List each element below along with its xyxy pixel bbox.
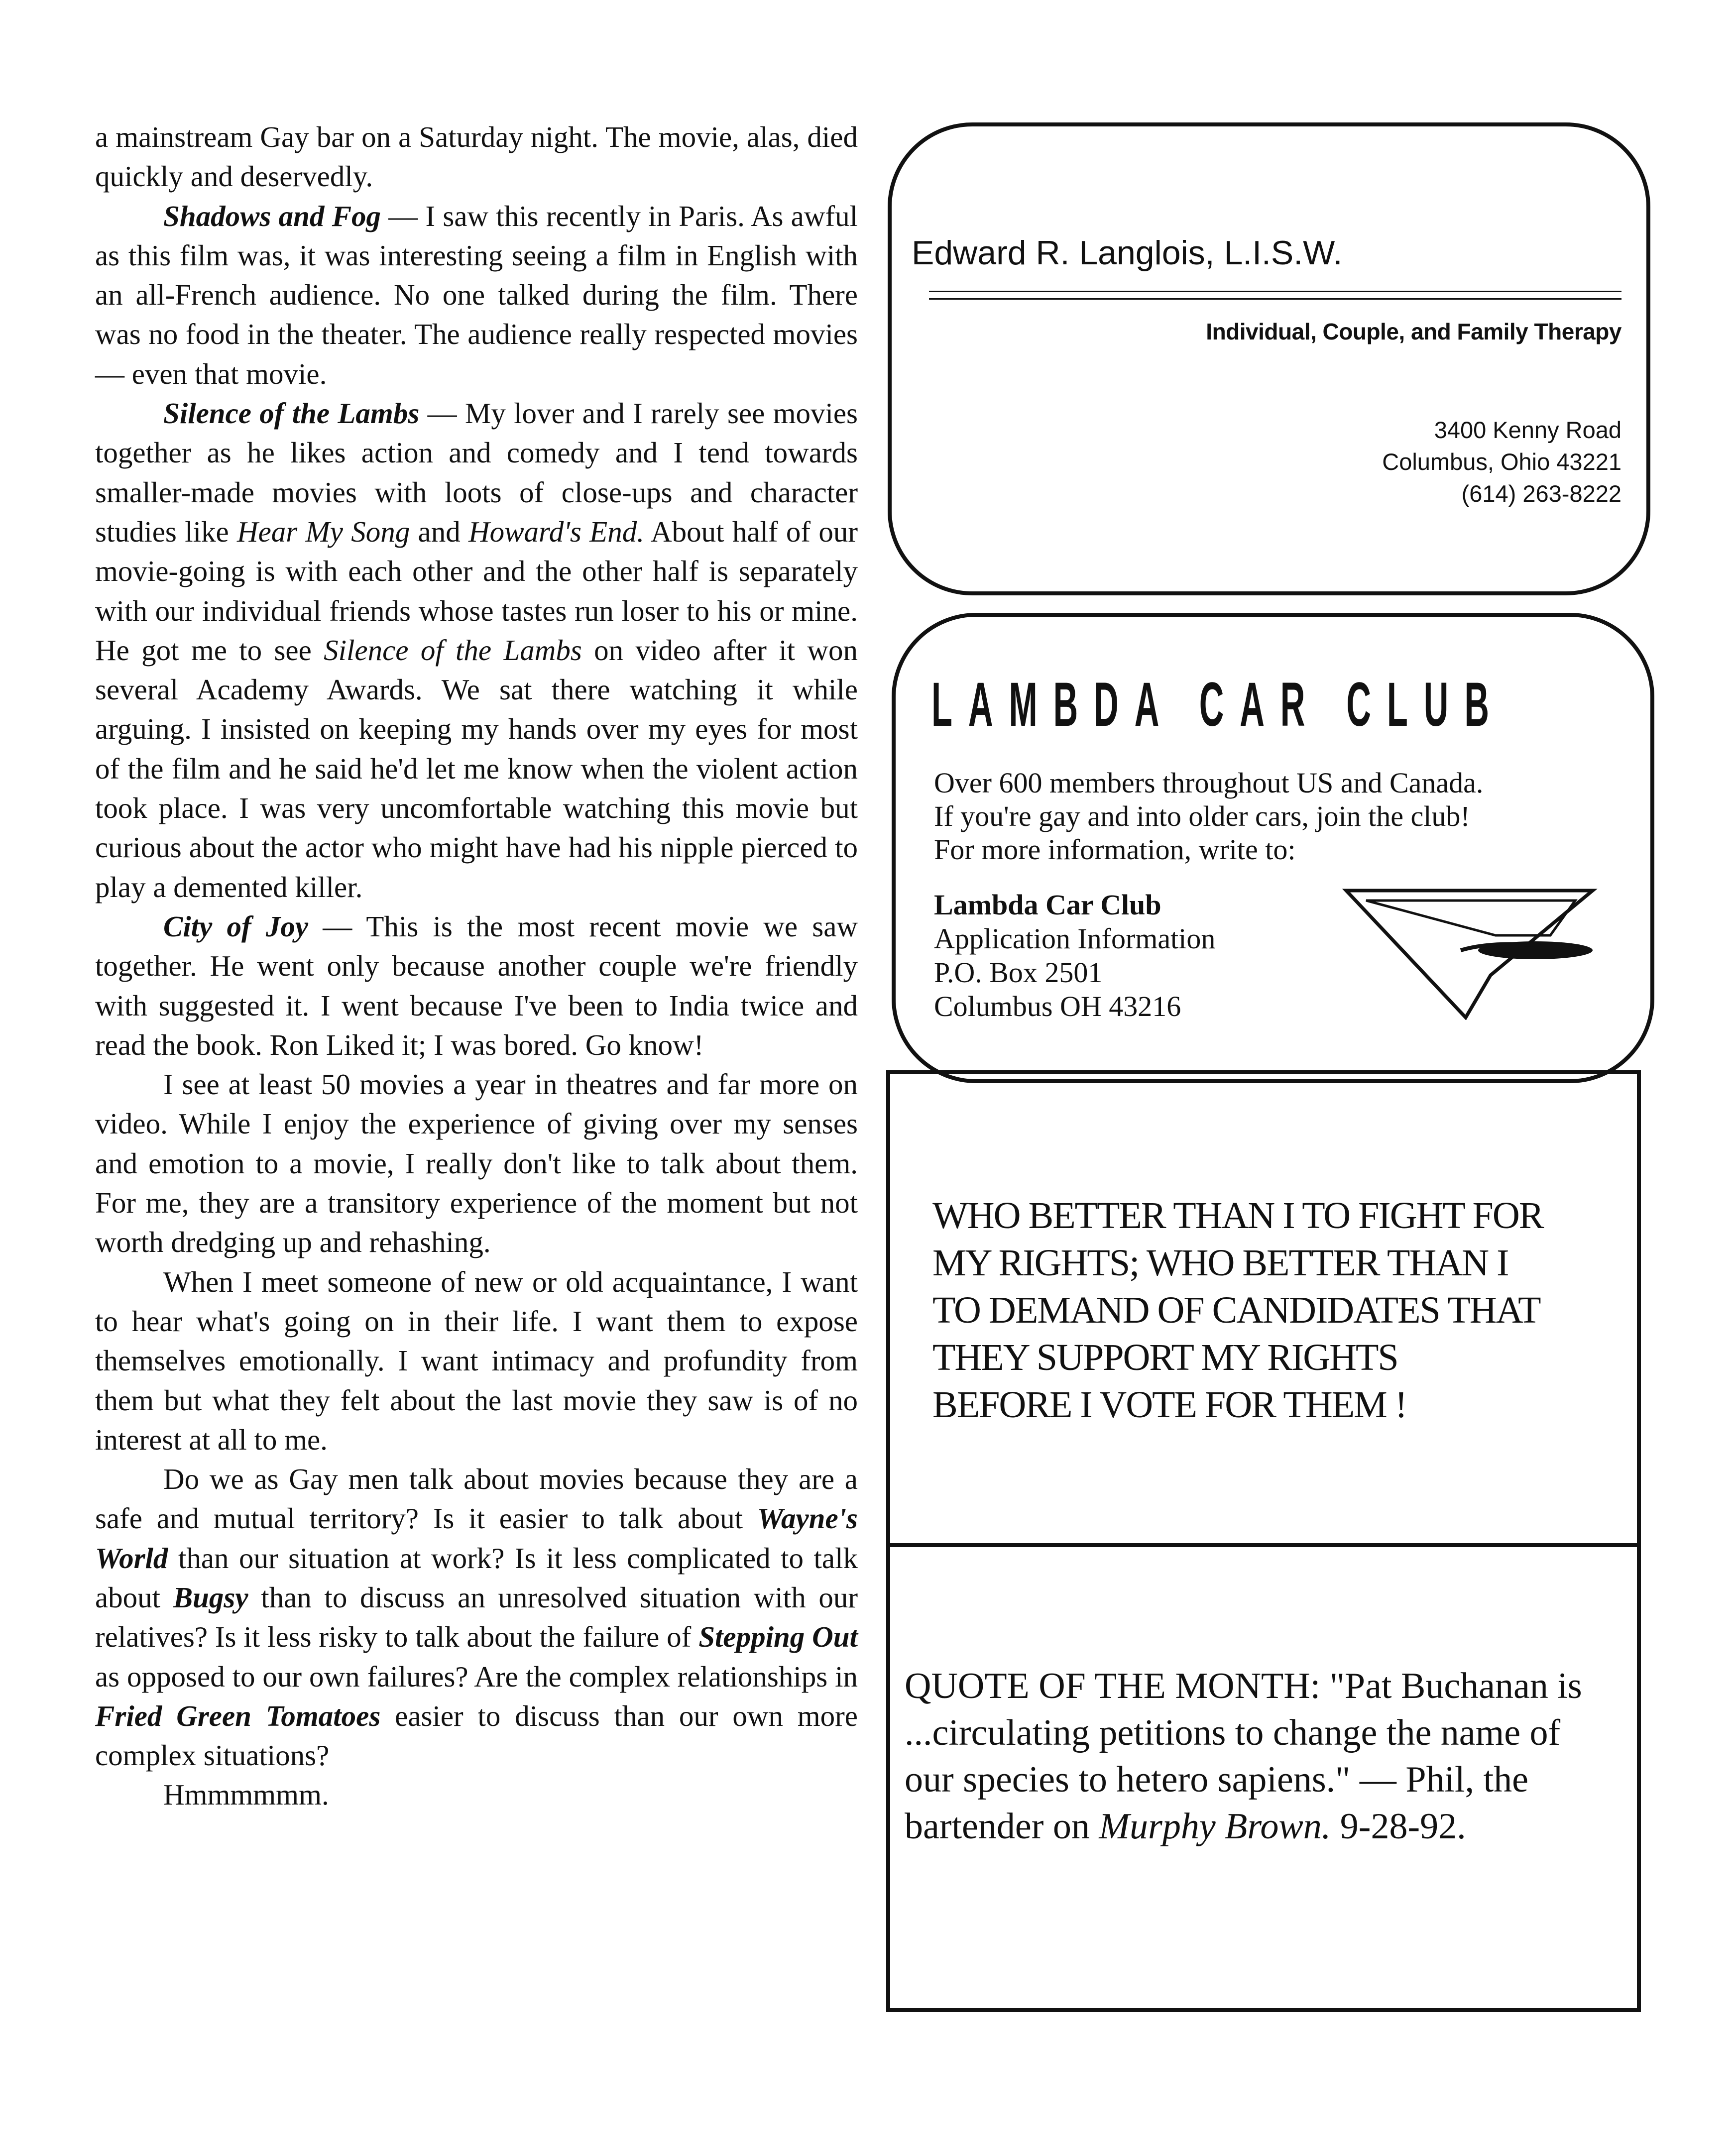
paragraph-text: About half of our movie-going is with each other and the other half is separately with our individual friends whose tastes run loser to his or mine. He got me to see xyxy=(95,515,858,667)
paragraph-text: Do we as Gay men talk about movies because they are a safe and mutual territory? Is it easier to talk about xyxy=(95,1463,858,1535)
slogan-line: WHO BETTER THAN I TO FIGHT FOR xyxy=(932,1195,1543,1237)
quote-of-the-month xyxy=(905,1663,1582,1850)
blurb-line: Over 600 members throughout US and Canada. xyxy=(934,767,1484,799)
blurb-line: If you're gay and into older cars, join the club! xyxy=(934,800,1470,832)
movie-title: Bugsy xyxy=(173,1581,248,1614)
club-name: Lambda Car Club xyxy=(934,889,1161,921)
quote-line: our species to hetero sapiens." — Phil, the xyxy=(905,1759,1529,1800)
movie-title: Howard's End. xyxy=(468,515,644,548)
movie-title: Shadows and Fog xyxy=(163,199,381,232)
therapist-name: Edward R. Langlois, L.I.S.W. xyxy=(912,234,1343,272)
club-blurb xyxy=(934,766,1483,866)
movie-title: Silence of the Lambs xyxy=(163,397,420,430)
slogan-line: TO DEMAND OF CANDIDATES THAT xyxy=(932,1289,1540,1331)
street: 3400 Kenny Road xyxy=(1434,417,1621,443)
paragraph-text: a mainstream Gay bar on a Saturday night. The movie, alas, died quickly and deservedly. xyxy=(95,120,858,193)
address-line: P.O. Box 2501 xyxy=(934,956,1103,989)
movie-title: Wayne's World xyxy=(95,1502,858,1575)
slogan-line: BEFORE I VOTE FOR THEM ! xyxy=(932,1384,1407,1426)
paragraph-text: — My lover and I rarely see movies together as he likes action and comedy and I tend towards smaller-made movies with loots of close-ups and character studies like xyxy=(95,397,858,548)
paragraph-text: — This is the most recent movie we saw together. He went only because another couple we're friendly with suggested it. I went because I've been to India twice and read the book. Ron Liked it; I was bored. Go know! xyxy=(95,909,858,1061)
paragraph-text: When I meet someone of new or old acquaintance, I want to hear what's going on in their life. I want them to expose themselves emotionally. I want intimacy and profundity from them but what they felt about the last movie they saw is of no interest at all to me. xyxy=(95,1265,858,1456)
paragraph-text: — I saw this recently in Paris. As awful as this film was, it was interesting seeing a film in English with an all-French audience. No one talked during the film. There was no food in the theater. The audience really respected movies — even that movie. xyxy=(95,199,858,390)
movie-title: Hear My Song xyxy=(237,515,410,548)
club-address xyxy=(934,888,1215,1023)
divider xyxy=(929,291,1621,292)
movie-title: Silence of the Lambs xyxy=(324,633,582,667)
quote-line: QUOTE OF THE MONTH: "Pat Buchanan is xyxy=(905,1666,1582,1706)
movie-title: City of Joy xyxy=(163,909,309,943)
lambda-car-logo-icon xyxy=(1341,886,1600,1020)
paragraph-text: than our situation at work? Is it less complicated to talk about xyxy=(95,1541,858,1614)
article-paragraph xyxy=(95,197,858,394)
article-column xyxy=(95,117,858,1815)
article-paragraph xyxy=(95,117,858,197)
address xyxy=(1382,414,1621,510)
article-paragraph xyxy=(95,394,858,907)
blurb-line: For more information, write to: xyxy=(934,833,1296,866)
quote-date: 9-28-92. xyxy=(1331,1806,1466,1847)
services: Individual, Couple, and Family Therapy xyxy=(1206,319,1621,344)
paragraph-text: as opposed to our own failures? Are the complex relationships in xyxy=(95,1660,858,1693)
movie-title: Fried Green Tomatoes xyxy=(95,1699,381,1732)
movie-title: Stepping Out xyxy=(698,1620,858,1654)
divider xyxy=(886,1543,1641,1547)
slogan-line: MY RIGHTS; WHO BETTER THAN I xyxy=(932,1242,1508,1284)
ad-langlois xyxy=(888,122,1650,595)
slogan-line: THEY SUPPORT MY RIGHTS xyxy=(932,1337,1398,1378)
paragraph-text: easier to discuss than our own more complex situations? xyxy=(95,1699,858,1772)
article-paragraph xyxy=(95,1775,858,1814)
paragraph-text: than to discuss an unresolved situation with our relatives? Is it less risky to talk about the failure of xyxy=(95,1581,858,1654)
paragraph-text: and xyxy=(410,515,469,548)
address-line: Columbus OH 43216 xyxy=(934,990,1181,1022)
quote-text: bartender on xyxy=(905,1806,1099,1847)
phone: (614) 263-8222 xyxy=(1461,480,1621,507)
show-title: Murphy Brown. xyxy=(1099,1806,1331,1847)
article-paragraph xyxy=(95,907,858,1065)
quote-line: ...circulating petitions to change the name of xyxy=(905,1712,1561,1753)
city: Columbus, Ohio 43221 xyxy=(1382,449,1621,475)
article-paragraph xyxy=(95,1262,858,1460)
divider xyxy=(929,298,1621,300)
article-paragraph xyxy=(95,1460,858,1775)
ad-lambda-car-club xyxy=(892,613,1654,1083)
address-line: Application Information xyxy=(934,922,1216,955)
club-logo-text: LAMBDA CAR CLUB xyxy=(931,670,1505,739)
article-paragraph xyxy=(95,1065,858,1262)
quote-line xyxy=(905,1803,1582,1850)
slogan xyxy=(932,1192,1543,1429)
paragraph-text: Hmmmmmm. xyxy=(163,1778,329,1811)
paragraph-text: on video after it won several Academy Awards. We sat there watching it while arguing. I insisted on keeping my hands over my eyes for most of the film and he said he'd let me know when the violent action took place. I was very uncomfortable watching this movie but curious about the actor who might have had his nipple pierced to play a demented killer. xyxy=(95,633,858,903)
paragraph-text: I see at least 50 movies a year in theatres and far more on video. While I enjoy the experience of giving over my senses and emotion to a movie, I really don't like to talk about them. For me, they are a transitory experience of the moment but not worth dredging up and rehashing. xyxy=(95,1068,858,1259)
